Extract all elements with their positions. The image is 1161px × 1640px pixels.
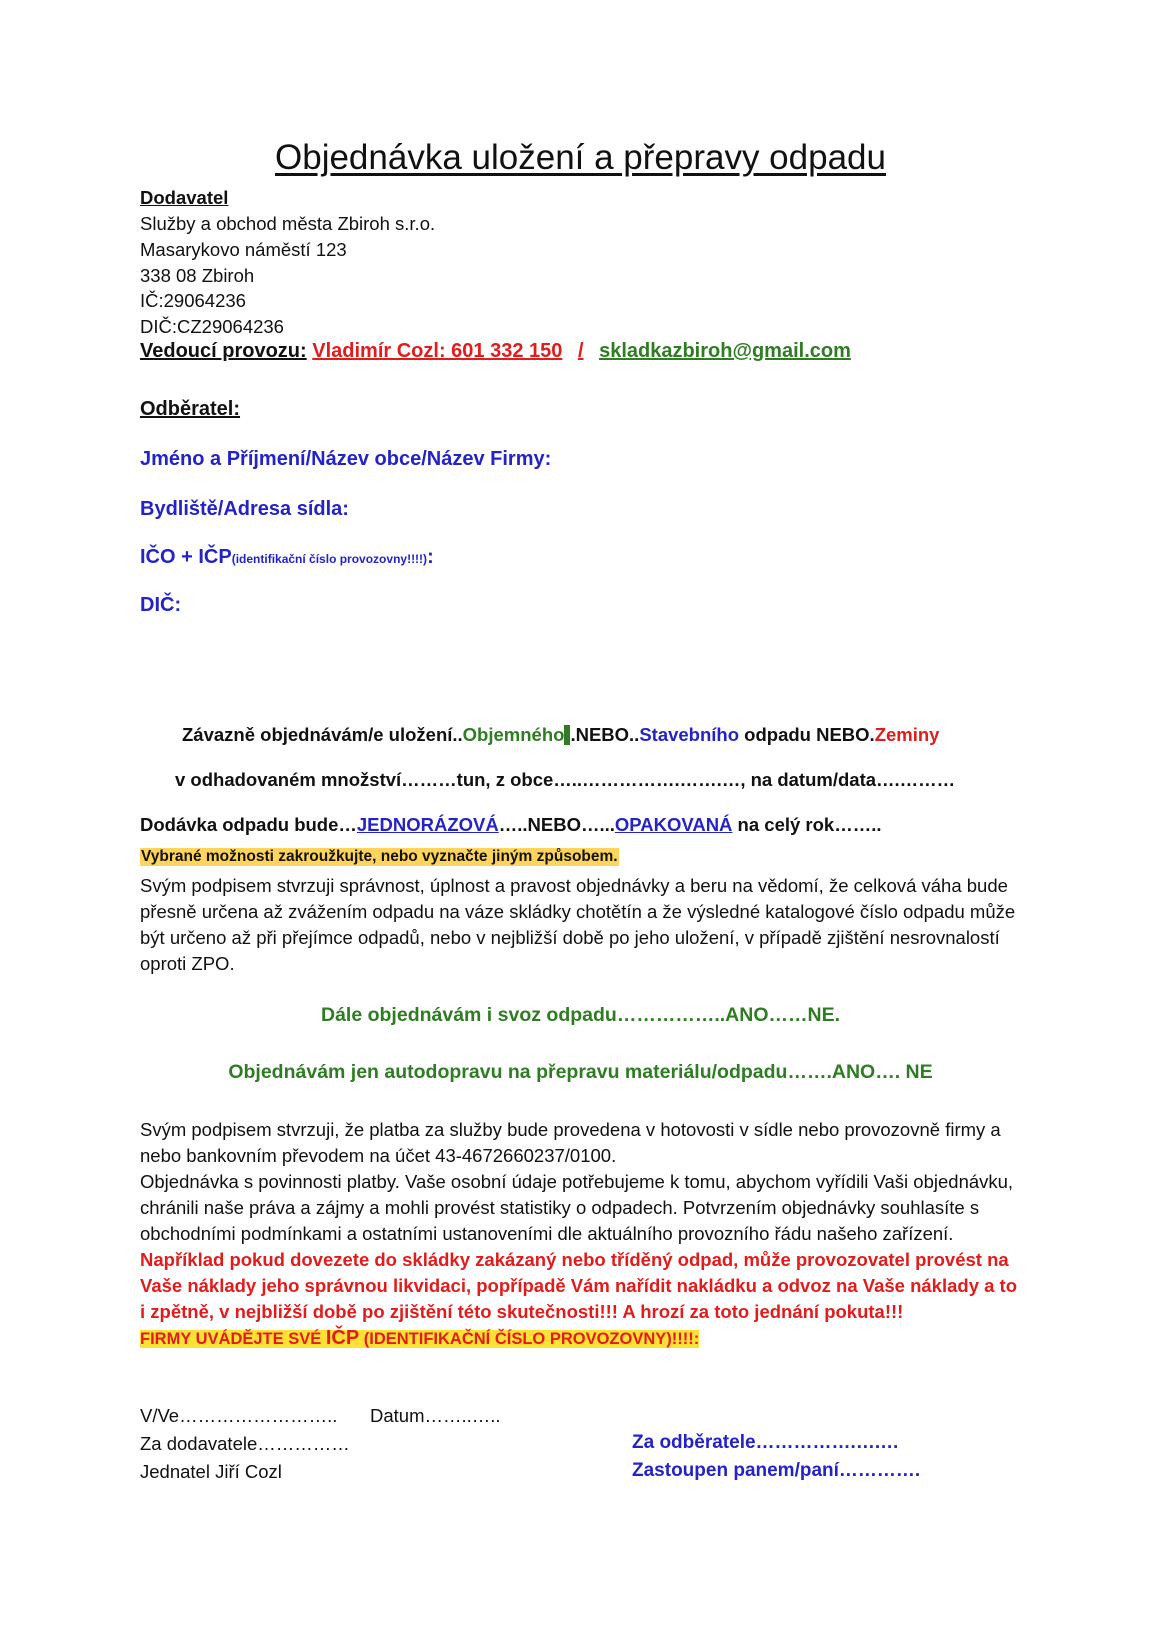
customer-name-label: Jméno a Příjmení/Název obce/Název Firmy: (140, 448, 552, 470)
declaration-paragraph-2 (140, 1117, 1020, 1352)
option-repeated[interactable]: OPAKOVANÁ (614, 814, 733, 835)
declaration-paragraph-1: Svým podpisem stvrzuji správnost, úplnost a pravost objednávky a beru na vědomí, že celková váha bude přesně určena až zvážením odpadu na váze skládky chotětín a že výsledné katalogové číslo odpadu může být určeno až při přejímce odpadů, nebo v nejbližší době po jeho uložení, v případě zjištění nesrovnalostí oproti ZPO. (140, 875, 1016, 974)
option-construction: Stavebního (639, 724, 740, 745)
warning-text: Například pokud dovezete do skládky zakázaný nebo tříděný odpad, může provozovatel provést na Vaše náklady jeho správnou likvidaci, popřípadě Vám nařídit nakládku a odvoz na Vaše náklady a to i zpětně, v nejbližší době po zjištění této skutečnosti!!! A hrozí za toto jednání pokuta!!! (140, 1249, 1018, 1322)
manager-separator: / (577, 340, 584, 362)
customer-ico-line (140, 546, 434, 569)
signature-date: Datum……..….. (370, 1405, 501, 1426)
signature-place: V/Ve…………………….. (140, 1405, 338, 1426)
transport-option-1: Dále objednávám i svoz odpadu……………..ANO……NE. (321, 1004, 840, 1026)
order-line-1 (182, 724, 939, 747)
customer-ico-label: IČO + IČP (140, 546, 232, 568)
customer-dic-label: DIČ: (140, 594, 182, 616)
firms-note-b: (IDENTIFIKAČNÍ ČÍSLO PROVOZOVNY)!!!!: (359, 1330, 700, 1348)
manager-contact: Vladimír Cozl: 601 332 150 (312, 340, 563, 362)
option-one-time[interactable]: JEDNORÁZOVÁ (356, 814, 499, 835)
customer-ico-colon: : (427, 546, 434, 568)
firms-note (140, 1327, 700, 1349)
manager-label: Vedoucí provozu: (140, 340, 307, 362)
option-bulky: Objemného (462, 724, 565, 745)
signature-customer: Za odběratele…………….….… (632, 1432, 900, 1453)
signature-supplier: Za dodavatele…………… (140, 1433, 350, 1454)
supplier-heading: Dodavatel (140, 187, 229, 208)
transport-option-2: Objednávám jen autodopravu na přepravu materiálu/odpadu…….ANO…. NE (228, 1061, 933, 1083)
supplier-dic: DIČ:CZ29064236 (140, 316, 284, 337)
order-line-3 (140, 814, 882, 836)
order-line-3-b: …..NEBO…... (498, 814, 615, 835)
firms-note-a: FIRMY UVÁDĚJTE SVÉ (140, 1330, 326, 1348)
order-line-1-a: Závazně objednávám/e uložení.. (182, 724, 463, 745)
order-line-1-b: .NEBO.. (570, 724, 640, 745)
customer-address-label: Bydliště/Adresa sídla: (140, 498, 349, 520)
supplier-ic: IČ:29064236 (140, 290, 246, 311)
customer-ico-note: (identifikační číslo provozovny!!!!) (231, 552, 428, 566)
order-line-2: v odhadovaném množství………tun, z obce…..…………….…….…, na datum/data….……… (175, 769, 956, 790)
firms-note-icp: IČP (325, 1327, 360, 1349)
page-title: Objednávka uložení a přepravy odpadu (275, 138, 886, 177)
option-soil: Zeminy (874, 724, 940, 745)
payment-text: Svým podpisem stvrzuji, že platba za služby bude provedena v hotovosti v sídle nebo provozovně firmy a nebo bankovním převodem na účet 43-4672660237/0100. (140, 1119, 1001, 1166)
order-line-3-c: na celý rok…….. (732, 814, 882, 835)
gdpr-text: Objednávka s povinnosti platby. Vaše osobní údaje potřebujeme k tomu, abychom vyřídili Vaši objednávku, chránili naše práva a zájmy a mohli provést statistiky o odpadech. Potvrzením objednávky souhlasíte s obchodními podmínkami a ostatními ustanoveními dle aktuálního provozního řádu našeho zařízení. (140, 1171, 1014, 1244)
order-line-1-c: odpadu NEBO. (739, 724, 875, 745)
supplier-street: Masarykovo náměstí 123 (140, 239, 347, 260)
supplier-name: Služby a obchod města Zbiroh s.r.o. (140, 213, 436, 234)
selection-instruction: Vybrané možnosti zakroužkujte, nebo vyznačte jiným způsobem. (141, 848, 618, 865)
customer-heading: Odběratel: (140, 398, 241, 420)
signature-supplier-rep: Jednatel Jiří Cozl (140, 1461, 282, 1482)
order-line-3-a: Dodávka odpadu bude… (140, 814, 357, 835)
manager-email[interactable]: skladkazbiroh@gmail.com (599, 340, 851, 362)
supplier-city: 338 08 Zbiroh (140, 265, 255, 286)
signature-customer-rep: Zastoupen panem/paní…………. (632, 1460, 921, 1481)
manager-line (140, 340, 851, 363)
